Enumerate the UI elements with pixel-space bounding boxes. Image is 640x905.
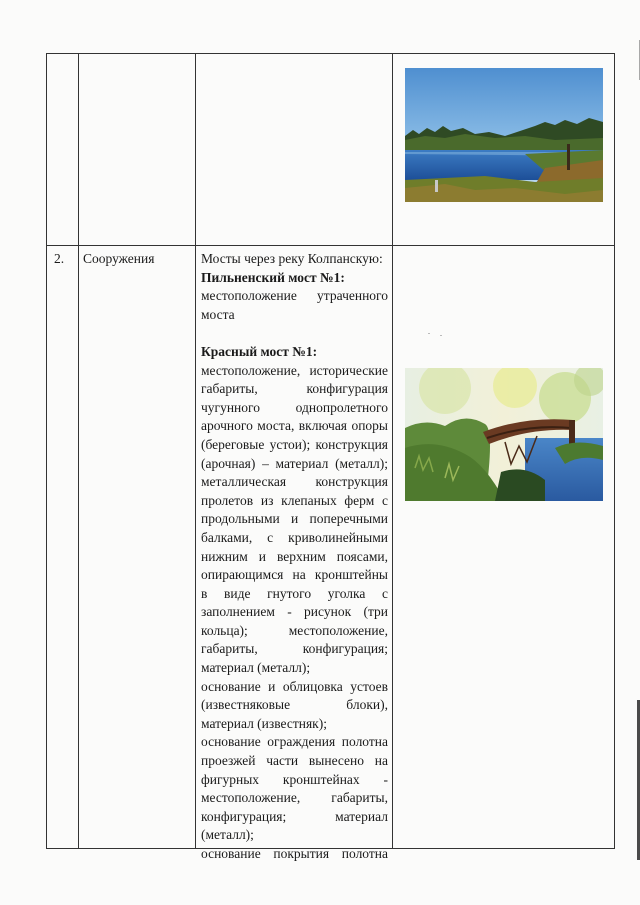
column-divider-description bbox=[392, 53, 393, 849]
description-line: проезжей части вынесено на bbox=[201, 753, 388, 769]
description-line: металлическая конструкция bbox=[201, 474, 388, 490]
description-line: моста bbox=[201, 306, 235, 322]
table-right-border bbox=[614, 53, 615, 849]
description-line: опирающимся на кронштейны bbox=[201, 567, 388, 583]
description-line: в виде гнутого уголка с bbox=[201, 585, 388, 601]
description-line: продольными и поперечными bbox=[201, 511, 388, 527]
description-line: местоположение утраченного bbox=[201, 288, 388, 304]
description-line bbox=[201, 324, 388, 343]
description-line: габариты, конфигурация bbox=[201, 381, 388, 397]
description-line: основание покрытия полотна bbox=[201, 846, 388, 861]
description-line: местоположение, габариты, bbox=[201, 790, 388, 806]
table-row-divider bbox=[46, 245, 615, 246]
table-left-border bbox=[46, 53, 47, 849]
description-line: материал (металл); bbox=[201, 660, 311, 676]
row-description bbox=[201, 250, 388, 864]
description-line: Мосты через реку Колпанскую: bbox=[201, 251, 383, 266]
description-line: местоположение, исторические bbox=[201, 362, 388, 378]
description-heading: Пильненский мост №1: bbox=[201, 269, 345, 285]
description-line: материал (известняк); bbox=[201, 715, 327, 731]
description-line: фигурных кронштейнах - bbox=[201, 771, 388, 787]
row-category: Сооружения bbox=[83, 251, 155, 266]
column-divider-category bbox=[195, 53, 196, 849]
bridge-photo bbox=[405, 368, 603, 501]
description-line: арочного моста, включая опоры bbox=[201, 418, 388, 434]
table-top-border bbox=[46, 53, 615, 54]
description-line: (металл); bbox=[201, 827, 254, 843]
column-divider-number bbox=[78, 53, 79, 849]
description-line: (береговые устои); конструкция bbox=[201, 436, 388, 452]
description-line: основание ограждения полотна bbox=[201, 734, 388, 750]
scan-speck bbox=[440, 335, 442, 336]
description-line: основание и облицовка устоев bbox=[201, 678, 388, 694]
description-line: конфигурация; материал bbox=[201, 808, 388, 824]
description-line: кольца); местоположение, bbox=[201, 622, 388, 638]
description-line: габариты, конфигурация; bbox=[201, 641, 388, 657]
description-line: пролетов из клепаных ферм с bbox=[201, 492, 388, 508]
row-number: 2. bbox=[54, 251, 65, 266]
description-heading: Красный мост №1: bbox=[201, 343, 318, 359]
description-line: нижним и верхним поясами, bbox=[201, 548, 388, 564]
lake-landscape-photo bbox=[405, 68, 603, 202]
description-line: (арочная) – материал (металл); bbox=[201, 455, 388, 471]
description-line: балками, с криволинейными bbox=[201, 529, 388, 545]
description-line: чугунного однопролетного bbox=[201, 399, 388, 415]
description-line: заполнением - рисунок (три bbox=[201, 604, 388, 620]
description-line: (известняковые блоки), bbox=[201, 697, 388, 713]
scan-speck bbox=[428, 333, 430, 334]
